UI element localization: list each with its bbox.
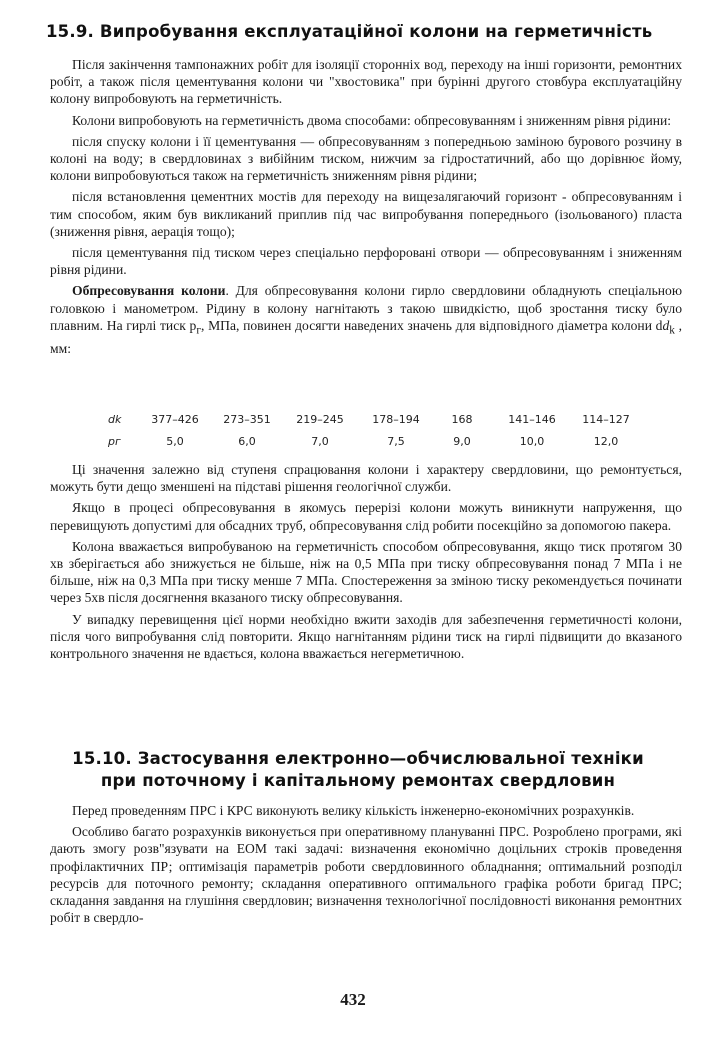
- section-15-10-body: [50, 802, 682, 930]
- heading-line: при поточному і капітальному ремонтах свердловин: [100, 771, 616, 790]
- paragraph: Якщо в процесі обпресовування в якомусь перерізі колони можуть виникнути напруження, що перевищують допустимі для обсадних труб, обпресовування слід робити посекційно за допомогою пакера.: [50, 500, 682, 533]
- section-heading-15-10: [40, 748, 676, 792]
- paragraph: Колони випробовують на герметичність двома способами: обпресовуванням і зниженням рівня рідини:: [72, 112, 672, 128]
- row-label-pg: pг: [108, 434, 121, 448]
- table-cell: 178–194: [372, 412, 420, 426]
- table-cell: 6,0: [238, 434, 256, 448]
- paragraph: Перед проведенням ПРС і КРС виконують велику кількість інженерно-економічних розрахунків.: [72, 803, 635, 818]
- section-15-9-body-continued: [50, 461, 682, 666]
- table-row: [108, 430, 638, 452]
- paragraph: Ці значення залежно від ступеня спрацювання колони і характеру свердловини, що ремонтується, можуть бути дещо зменшені на підставі рішення геологічної служби.: [50, 462, 682, 495]
- row-label-dk: dk: [108, 412, 122, 426]
- table-cell: 114–127: [582, 412, 630, 426]
- heading-line: 15.10. Застосування електронно—обчислювальної техніки: [72, 749, 644, 768]
- paragraph: після цементування під тиском через спеціально перфоровані отвори — обпресовуванням і зниженням рівня рідини.: [50, 245, 682, 278]
- term-bold: Обпресовування колони: [72, 283, 226, 299]
- table-cell: 7,5: [387, 434, 405, 448]
- table-cell: 9,0: [453, 434, 471, 448]
- table-cell: 5,0: [166, 434, 184, 448]
- paragraph: після спуску колони і її цементування — обпресовуванням з попередньою заміною бурового розчину в колоні на воду; в свердловинах з вибійним тиском, нижчим за гідростатичний, або що дорівнює йому, колони випробовуються також на герметичність зниженням рівня рідини;: [50, 133, 682, 184]
- table-cell: 10,0: [519, 434, 545, 448]
- paragraph-pressure-testing: Обпресовування колони. Для обпресовування колони гирло свердловини обладнують спеціальною головкою і манометром. Рідину в колону нагнітають з такою швидкістю, щоб зростання тиску було плавним. На гирлі тиск $p_г$, МПа, повинен досягти наведених значень для відповідного діаметра колони $dd_k$ , мм:: [50, 283, 683, 356]
- symbol-dk: d: [662, 317, 670, 333]
- table-cell: 7,0: [311, 434, 329, 448]
- table-cell: 219–245: [296, 412, 344, 426]
- table-cell: 141–146: [508, 412, 556, 426]
- section-15-9-body: [50, 56, 682, 361]
- pressure-values-table: [108, 408, 638, 452]
- table-cell: 168: [451, 412, 473, 426]
- section-heading-15-9: 15.9. Випробування експлуатаційної колони на герметичність: [46, 22, 653, 41]
- paragraph: Після закінчення тампонажних робіт для ізоляції сторонніх вод, переходу на інші горизонти, ремонтних робіт, а також після цементування колони чи "хвостовика" при бурінні другого стовбура експлуатаційну колону випробовують на герметичність.: [50, 57, 682, 107]
- table-row: [108, 408, 638, 430]
- table-cell: 273–351: [223, 412, 271, 426]
- paragraph: У випадку перевищення цієї норми необхідно вжити заходів для забезпечення герметичності колони, після чого випробування слід повторити. Якщо нагнітанням рідини тиск на гирлі підвищити до вказаного контрольного значення не вдається, колона вважається негерметичною.: [50, 611, 682, 662]
- table-cell: 12,0: [593, 434, 619, 448]
- paragraph: Колона вважається випробуваною на герметичність способом обпресовування, якщо тиск протягом 30 хв зберігається або знижується не більше, ніж на 0,5 МПа при тиску обпресовування понад 7 МПа і не більше, ніж на 0,3 МПа при тиску менше 7 МПа. Спостереження за зміною тиску рекомендується починати через 5хв після досягнення вказаного тиску обпресовування.: [50, 538, 682, 606]
- table-cell: 377–426: [151, 412, 199, 426]
- paragraph: Особливо багато розрахунків виконується при оперативному плануванні ПРС. Розроблено програми, які дають змогу розв"язувати на ЕОМ такі задачі: визначення економічно доцільних строків проведення профілактичних ПР; оптимізація параметрів роботи свердловинного обладнання; оптимальний розподіл ресурсів для поточного ремонту; складання оперативного оптимального графіка роботи бригад ПРС; складання завдання на глушіння свердловин; визначення технологічної послідовності виконання ремонтних робіт в свердло-: [50, 824, 682, 926]
- paragraph: після встановлення цементних мостів для переходу на вищезалягаючий горизонт - обпресовуванням і тим способом, яким був викликаний приплив під час випробування попереднього (ізольованого) пласта (зниження рівня, аерація тощо);: [50, 189, 682, 239]
- page-number: 432: [340, 990, 366, 1009]
